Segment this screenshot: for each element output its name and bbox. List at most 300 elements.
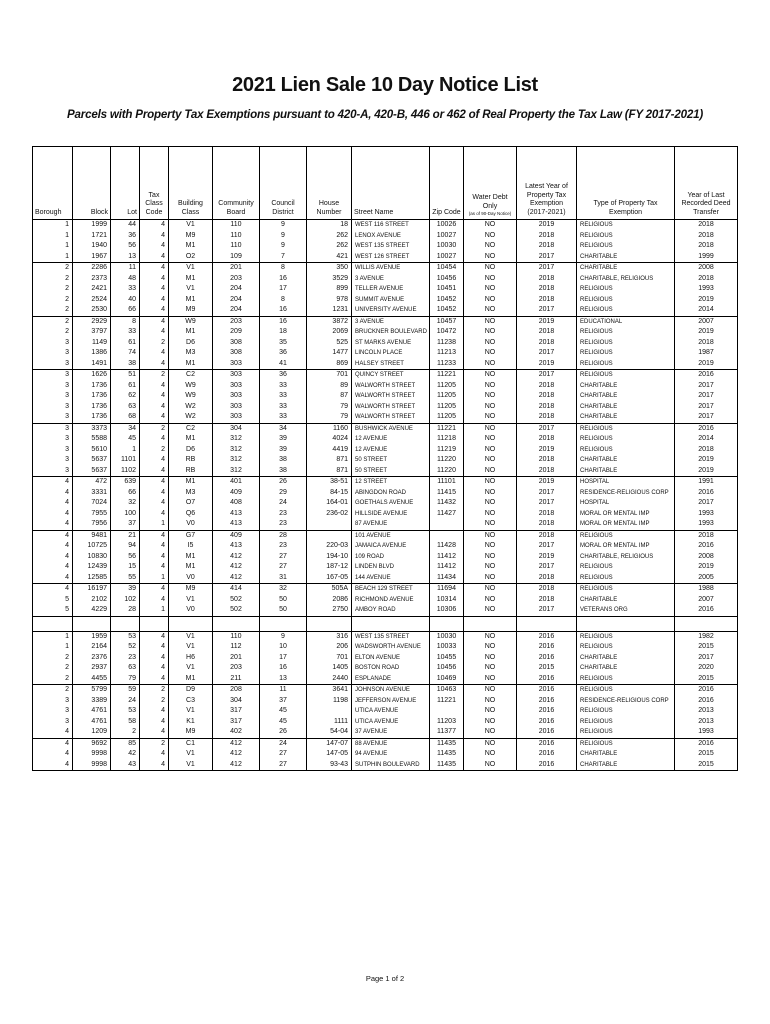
cell-community-board: 303: [213, 402, 260, 413]
cell-house-number: 187-12: [307, 562, 352, 573]
cell-exemption-type: RESIDENCE-RELIGIOUS CORP: [577, 488, 675, 499]
cell-latest-year: 2016: [517, 749, 577, 760]
cell-street-name: 50 STREET: [352, 455, 430, 466]
cell-water-debt: NO: [464, 674, 517, 685]
cell-building-class: W9: [169, 381, 213, 392]
cell-lot: 639: [111, 477, 140, 488]
cell-community-board: 317: [213, 706, 260, 717]
cell-lot: 61: [111, 381, 140, 392]
cell-house-number: 1160: [307, 423, 352, 434]
cell-water-debt: NO: [464, 316, 517, 327]
cell-house-number: 701: [307, 653, 352, 664]
cell-council-district: 23: [260, 519, 307, 530]
cell-house-number: 2440: [307, 674, 352, 685]
cell-exemption-type: RELIGIOUS: [577, 338, 675, 349]
cell-lot: 79: [111, 674, 140, 685]
table-row: [33, 685, 738, 696]
cell-water-debt: NO: [464, 519, 517, 530]
cell-house-number: 978: [307, 295, 352, 306]
cell-latest-year: 2016: [517, 685, 577, 696]
spacer-cell: [675, 616, 738, 631]
cell-street-name: 144 AVENUE: [352, 573, 430, 584]
cell-building-class: M1: [169, 477, 213, 488]
header-zip-code: Zip Code: [430, 147, 464, 220]
cell-exemption-type: RELIGIOUS: [577, 327, 675, 338]
cell-zip-code: 11205: [430, 402, 464, 413]
cell-year-last-deed: 2019: [675, 327, 738, 338]
cell-street-name: ABINGDON ROAD: [352, 488, 430, 499]
cell-tax-class: 4: [140, 477, 169, 488]
cell-tax-class: 4: [140, 674, 169, 685]
header-house-number: House Number: [307, 147, 352, 220]
cell-tax-class: 4: [140, 391, 169, 402]
cell-community-board: 413: [213, 519, 260, 530]
cell-water-debt: NO: [464, 391, 517, 402]
cell-year-last-deed: 2016: [675, 605, 738, 616]
cell-community-board: 110: [213, 220, 260, 231]
table-row: [33, 274, 738, 285]
cell-borough: 4: [33, 738, 73, 749]
cell-water-debt: NO: [464, 445, 517, 456]
cell-tax-class: 2: [140, 685, 169, 696]
cell-water-debt: NO: [464, 642, 517, 653]
cell-latest-year: 2017: [517, 263, 577, 274]
cell-exemption-type: RELIGIOUS: [577, 727, 675, 738]
cell-year-last-deed: 2017: [675, 381, 738, 392]
cell-exemption-type: HOSPITAL: [577, 498, 675, 509]
cell-block: 1721: [73, 231, 111, 242]
header-tax-class: Tax Class Code: [140, 147, 169, 220]
cell-block: 1940: [73, 241, 111, 252]
cell-block: 2530: [73, 305, 111, 316]
cell-tax-class: 4: [140, 631, 169, 642]
cell-council-district: 27: [260, 749, 307, 760]
cell-building-class: D9: [169, 685, 213, 696]
cell-year-last-deed: 2016: [675, 696, 738, 707]
cell-water-debt: NO: [464, 231, 517, 242]
cell-borough: 5: [33, 605, 73, 616]
cell-latest-year: 2018: [517, 573, 577, 584]
cell-block: 10830: [73, 552, 111, 563]
cell-latest-year: 2017: [517, 488, 577, 499]
cell-water-debt: NO: [464, 284, 517, 295]
table-row: [33, 738, 738, 749]
cell-latest-year: 2015: [517, 663, 577, 674]
cell-community-board: 401: [213, 477, 260, 488]
cell-lot: 62: [111, 391, 140, 402]
cell-council-district: 16: [260, 305, 307, 316]
cell-lot: 37: [111, 519, 140, 530]
cell-latest-year: 2018: [517, 584, 577, 595]
cell-community-board: 304: [213, 696, 260, 707]
cell-water-debt: NO: [464, 370, 517, 381]
cell-block: 9692: [73, 738, 111, 749]
cell-tax-class: 4: [140, 359, 169, 370]
cell-community-board: 110: [213, 241, 260, 252]
cell-zip-code: 11412: [430, 562, 464, 573]
cell-zip-code: 10027: [430, 252, 464, 263]
cell-zip-code: 11694: [430, 584, 464, 595]
cell-borough: 1: [33, 631, 73, 642]
cell-block: 4229: [73, 605, 111, 616]
table-row: [33, 584, 738, 595]
cell-year-last-deed: 2020: [675, 663, 738, 674]
cell-borough: 4: [33, 541, 73, 552]
cell-exemption-type: CHARITABLE: [577, 252, 675, 263]
cell-borough: 3: [33, 391, 73, 402]
cell-tax-class: 4: [140, 584, 169, 595]
cell-water-debt: NO: [464, 423, 517, 434]
cell-street-name: WEST 135 STREET: [352, 241, 430, 252]
table-row: [33, 552, 738, 563]
cell-block: 1386: [73, 348, 111, 359]
cell-house-number: 87: [307, 391, 352, 402]
table-row: [33, 477, 738, 488]
cell-community-board: 317: [213, 717, 260, 728]
cell-building-class: M1: [169, 327, 213, 338]
cell-lot: 33: [111, 284, 140, 295]
cell-building-class: M1: [169, 359, 213, 370]
cell-borough: 1: [33, 642, 73, 653]
cell-lot: 48: [111, 274, 140, 285]
cell-borough: 3: [33, 706, 73, 717]
cell-latest-year: 2018: [517, 338, 577, 349]
cell-house-number: 89: [307, 381, 352, 392]
cell-house-number: 350: [307, 263, 352, 274]
cell-exemption-type: CHARITABLE: [577, 402, 675, 413]
spacer-cell: [111, 616, 140, 631]
cell-year-last-deed: 2008: [675, 552, 738, 563]
cell-zip-code: 10456: [430, 274, 464, 285]
cell-council-district: 24: [260, 738, 307, 749]
cell-borough: 2: [33, 674, 73, 685]
cell-street-name: WALWORTH STREET: [352, 381, 430, 392]
cell-exemption-type: RELIGIOUS: [577, 359, 675, 370]
cell-building-class: C2: [169, 370, 213, 381]
cell-lot: 58: [111, 717, 140, 728]
cell-building-class: C1: [169, 738, 213, 749]
cell-house-number: [307, 530, 352, 541]
cell-water-debt: NO: [464, 241, 517, 252]
cell-community-board: 303: [213, 370, 260, 381]
cell-zip-code: 10469: [430, 674, 464, 685]
cell-block: 2164: [73, 642, 111, 653]
cell-zip-code: 10030: [430, 241, 464, 252]
spacer-cell: [577, 616, 675, 631]
cell-building-class: W9: [169, 316, 213, 327]
table-row: [33, 498, 738, 509]
cell-zip-code: 11238: [430, 338, 464, 349]
cell-council-district: 13: [260, 674, 307, 685]
table-row: [33, 466, 738, 477]
cell-lot: 44: [111, 220, 140, 231]
cell-water-debt: NO: [464, 584, 517, 595]
cell-zip-code: 11205: [430, 412, 464, 423]
cell-block: 1736: [73, 402, 111, 413]
cell-latest-year: 2016: [517, 727, 577, 738]
cell-community-board: 204: [213, 295, 260, 306]
cell-block: 5588: [73, 434, 111, 445]
cell-tax-class: 4: [140, 381, 169, 392]
cell-community-board: 110: [213, 631, 260, 642]
cell-borough: 2: [33, 653, 73, 664]
cell-house-number: 167-05: [307, 573, 352, 584]
table-row: [33, 727, 738, 738]
cell-borough: 4: [33, 727, 73, 738]
cell-community-board: 408: [213, 498, 260, 509]
cell-block: 1209: [73, 727, 111, 738]
cell-year-last-deed: 2007: [675, 595, 738, 606]
cell-building-class: M9: [169, 584, 213, 595]
table-row: [33, 241, 738, 252]
cell-street-name: SUTPHIN BOULEVARD: [352, 760, 430, 771]
cell-exemption-type: RELIGIOUS: [577, 241, 675, 252]
cell-year-last-deed: 1982: [675, 631, 738, 642]
cell-council-district: 28: [260, 530, 307, 541]
cell-lot: 33: [111, 327, 140, 338]
cell-exemption-type: RELIGIOUS: [577, 305, 675, 316]
cell-tax-class: 4: [140, 552, 169, 563]
cell-building-class: H6: [169, 653, 213, 664]
cell-council-district: 26: [260, 727, 307, 738]
table-row: [33, 402, 738, 413]
cell-year-last-deed: 2019: [675, 295, 738, 306]
cell-block: 7024: [73, 498, 111, 509]
spacer-cell: [260, 616, 307, 631]
cell-borough: 4: [33, 562, 73, 573]
cell-zip-code: 10306: [430, 605, 464, 616]
cell-latest-year: 2017: [517, 305, 577, 316]
spacer-cell: [169, 616, 213, 631]
cell-lot: 61: [111, 338, 140, 349]
header-street-name: Street Name: [352, 147, 430, 220]
cell-zip-code: 11220: [430, 466, 464, 477]
cell-tax-class: 4: [140, 412, 169, 423]
cell-water-debt: NO: [464, 220, 517, 231]
cell-zip-code: 11415: [430, 488, 464, 499]
cell-building-class: W2: [169, 412, 213, 423]
header-block: Block: [73, 147, 111, 220]
cell-latest-year: 2017: [517, 348, 577, 359]
cell-house-number: 3641: [307, 685, 352, 696]
cell-borough: 3: [33, 348, 73, 359]
header-water-debt-note: (as of 90-Day Notice): [468, 211, 512, 217]
cell-borough: 2: [33, 274, 73, 285]
cell-exemption-type: CHARITABLE: [577, 663, 675, 674]
cell-building-class: M1: [169, 241, 213, 252]
cell-tax-class: 4: [140, 498, 169, 509]
cell-council-district: 32: [260, 584, 307, 595]
cell-community-board: 402: [213, 727, 260, 738]
cell-house-number: [307, 706, 352, 717]
cell-year-last-deed: 2017: [675, 653, 738, 664]
cell-building-class: M1: [169, 562, 213, 573]
cell-water-debt: NO: [464, 631, 517, 642]
cell-latest-year: 2019: [517, 316, 577, 327]
cell-street-name: WEST 116 STREET: [352, 220, 430, 231]
cell-street-name: 37 AVENUE: [352, 727, 430, 738]
cell-year-last-deed: 1993: [675, 509, 738, 520]
cell-house-number: 262: [307, 231, 352, 242]
cell-council-district: 36: [260, 370, 307, 381]
cell-exemption-type: RELIGIOUS: [577, 573, 675, 584]
cell-zip-code: 10026: [430, 220, 464, 231]
cell-tax-class: 4: [140, 562, 169, 573]
header-building-class: Building Class: [169, 147, 213, 220]
table-header-row: [33, 147, 738, 220]
cell-building-class: M1: [169, 552, 213, 563]
cell-exemption-type: CHARITABLE, RELIGIOUS: [577, 552, 675, 563]
cell-building-class: V1: [169, 263, 213, 274]
cell-house-number: 899: [307, 284, 352, 295]
cell-lot: 40: [111, 295, 140, 306]
cell-lot: 1102: [111, 466, 140, 477]
table-row: [33, 252, 738, 263]
cell-community-board: 203: [213, 663, 260, 674]
cell-exemption-type: RELIGIOUS: [577, 370, 675, 381]
cell-block: 4455: [73, 674, 111, 685]
cell-zip-code: 11218: [430, 434, 464, 445]
cell-lot: 45: [111, 434, 140, 445]
cell-year-last-deed: 2008: [675, 263, 738, 274]
cell-tax-class: 1: [140, 519, 169, 530]
cell-exemption-type: MORAL OR MENTAL IMP: [577, 509, 675, 520]
cell-block: 5637: [73, 455, 111, 466]
cell-lot: 21: [111, 530, 140, 541]
cell-community-board: 412: [213, 562, 260, 573]
cell-year-last-deed: 1999: [675, 252, 738, 263]
cell-exemption-type: RELIGIOUS: [577, 220, 675, 231]
cell-exemption-type: RELIGIOUS: [577, 434, 675, 445]
cell-lot: 36: [111, 231, 140, 242]
cell-zip-code: 10452: [430, 305, 464, 316]
cell-year-last-deed: 1988: [675, 584, 738, 595]
cell-council-district: 39: [260, 445, 307, 456]
cell-council-district: 36: [260, 348, 307, 359]
cell-community-board: 312: [213, 455, 260, 466]
cell-year-last-deed: 2017: [675, 412, 738, 423]
cell-exemption-type: CHARITABLE: [577, 466, 675, 477]
cell-zip-code: 11221: [430, 423, 464, 434]
table-row: [33, 653, 738, 664]
cell-tax-class: 4: [140, 706, 169, 717]
cell-building-class: M1: [169, 674, 213, 685]
table-row: [33, 663, 738, 674]
cell-borough: 1: [33, 252, 73, 263]
cell-house-number: 871: [307, 466, 352, 477]
cell-tax-class: 4: [140, 727, 169, 738]
cell-lot: 59: [111, 685, 140, 696]
cell-latest-year: 2018: [517, 509, 577, 520]
cell-street-name: HILLSIDE AVENUE: [352, 509, 430, 520]
cell-block: 9998: [73, 749, 111, 760]
header-community-board: Community Board: [213, 147, 260, 220]
cell-council-district: 10: [260, 642, 307, 653]
cell-community-board: 303: [213, 359, 260, 370]
cell-house-number: 54-04: [307, 727, 352, 738]
cell-borough: 3: [33, 338, 73, 349]
cell-council-district: 41: [260, 359, 307, 370]
cell-water-debt: NO: [464, 477, 517, 488]
cell-block: 3797: [73, 327, 111, 338]
page-number: Page 1 of 2: [365, 974, 405, 983]
cell-exemption-type: CHARITABLE: [577, 263, 675, 274]
cell-block: 7956: [73, 519, 111, 530]
cell-council-district: 31: [260, 573, 307, 584]
table-row: [33, 359, 738, 370]
cell-community-board: 303: [213, 391, 260, 402]
cell-community-board: 110: [213, 231, 260, 242]
cell-zip-code: 10451: [430, 284, 464, 295]
cell-year-last-deed: 2018: [675, 445, 738, 456]
cell-council-district: 50: [260, 595, 307, 606]
cell-latest-year: 2018: [517, 466, 577, 477]
cell-community-board: 502: [213, 595, 260, 606]
cell-street-name: WEST 135 STREET: [352, 631, 430, 642]
cell-council-district: 39: [260, 434, 307, 445]
cell-house-number: 3529: [307, 274, 352, 285]
cell-house-number: 1477: [307, 348, 352, 359]
cell-council-district: 27: [260, 552, 307, 563]
cell-water-debt: NO: [464, 562, 517, 573]
cell-street-name: 88 AVENUE: [352, 738, 430, 749]
cell-water-debt: NO: [464, 402, 517, 413]
cell-building-class: V1: [169, 749, 213, 760]
cell-building-class: V1: [169, 595, 213, 606]
cell-exemption-type: CHARITABLE: [577, 455, 675, 466]
cell-street-name: 94 AVENUE: [352, 749, 430, 760]
cell-street-name: JAMAICA AVENUE: [352, 541, 430, 552]
cell-community-board: 409: [213, 530, 260, 541]
cell-council-district: 38: [260, 455, 307, 466]
cell-exemption-type: CHARITABLE: [577, 381, 675, 392]
cell-council-district: 34: [260, 423, 307, 434]
cell-street-name: BUSHWICK AVENUE: [352, 423, 430, 434]
cell-building-class: V1: [169, 631, 213, 642]
cell-building-class: V1: [169, 642, 213, 653]
cell-street-name: ELTON AVENUE: [352, 653, 430, 664]
cell-council-district: 9: [260, 231, 307, 242]
cell-house-number: 421: [307, 252, 352, 263]
cell-building-class: V1: [169, 284, 213, 295]
cell-building-class: V1: [169, 220, 213, 231]
cell-council-district: 7: [260, 252, 307, 263]
cell-block: 2524: [73, 295, 111, 306]
cell-water-debt: NO: [464, 263, 517, 274]
cell-year-last-deed: 2018: [675, 241, 738, 252]
table-row: [33, 412, 738, 423]
cell-street-name: 87 AVENUE: [352, 519, 430, 530]
cell-building-class: C2: [169, 423, 213, 434]
cell-latest-year: 2018: [517, 412, 577, 423]
cell-block: 10725: [73, 541, 111, 552]
cell-block: 1959: [73, 631, 111, 642]
cell-street-name: WADSWORTH AVENUE: [352, 642, 430, 653]
cell-water-debt: NO: [464, 274, 517, 285]
cell-house-number: 869: [307, 359, 352, 370]
cell-block: 3331: [73, 488, 111, 499]
cell-exemption-type: VETERANS ORG: [577, 605, 675, 616]
cell-latest-year: 2018: [517, 241, 577, 252]
cell-house-number: 1405: [307, 663, 352, 674]
cell-building-class: Q6: [169, 509, 213, 520]
cell-latest-year: 2019: [517, 477, 577, 488]
cell-block: 2376: [73, 653, 111, 664]
cell-block: 4761: [73, 717, 111, 728]
header-exemption-type: Type of Property Tax Exemption: [577, 147, 675, 220]
cell-water-debt: NO: [464, 595, 517, 606]
cell-year-last-deed: 2015: [675, 760, 738, 771]
